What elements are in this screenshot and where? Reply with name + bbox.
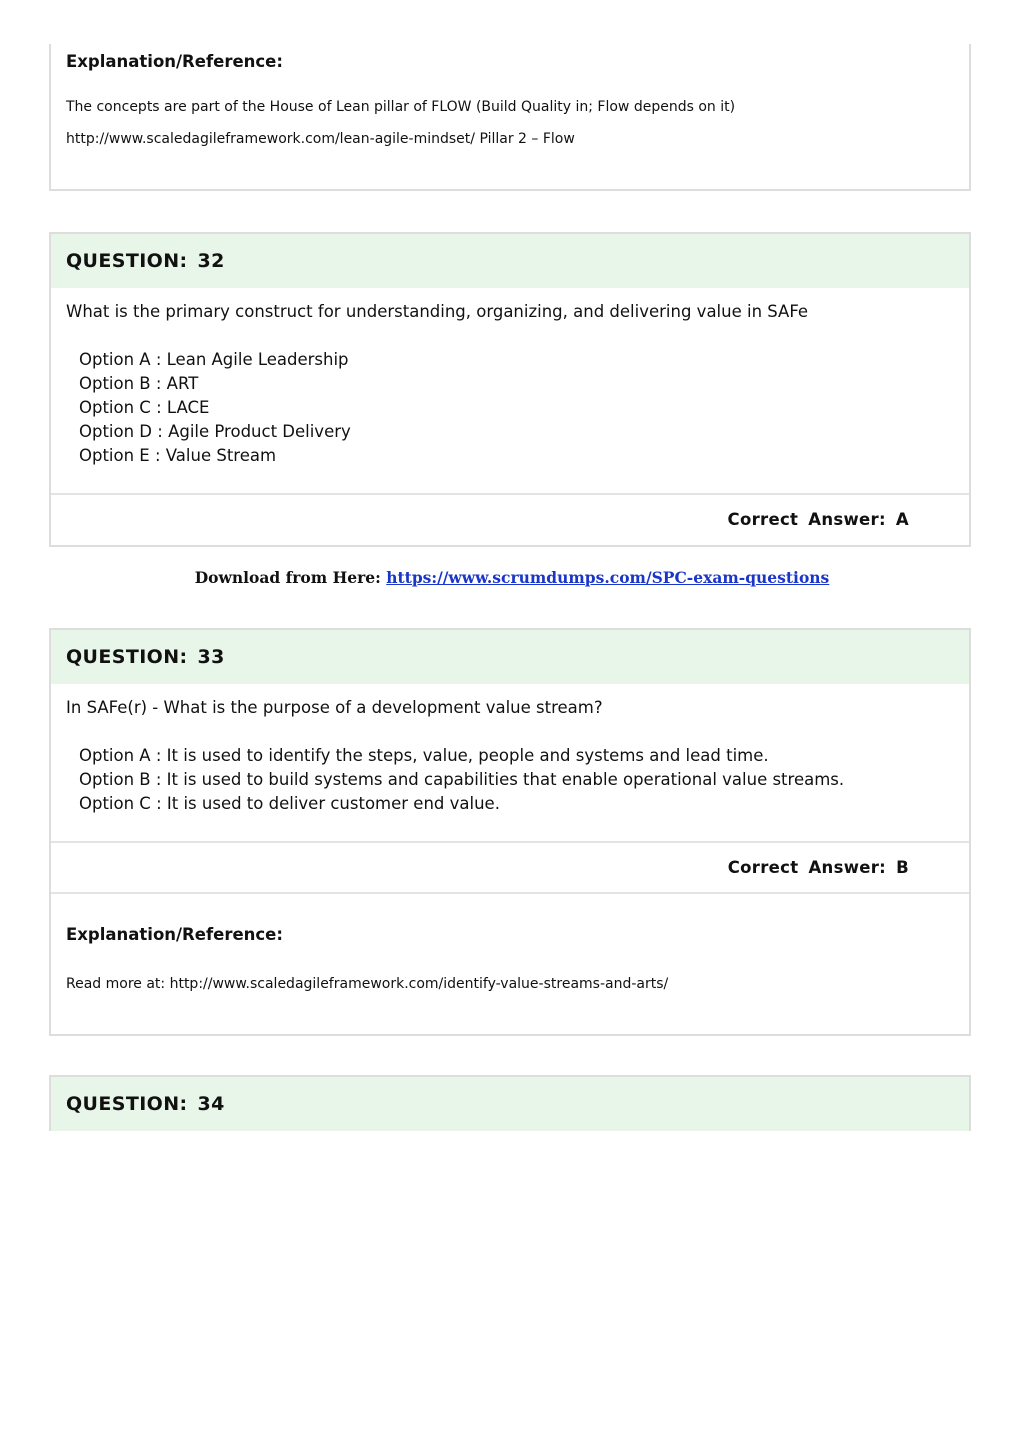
option-item: Option B : ART bbox=[79, 374, 199, 393]
question-body bbox=[51, 288, 969, 493]
option-item: Option C : It is used to deliver customer end value. bbox=[79, 794, 500, 813]
option-item: Option A : Lean Agile Leadership bbox=[79, 350, 349, 369]
option-item: Option E : Value Stream bbox=[79, 446, 277, 465]
explanation-line: http://www.scaledagileframework.com/lean-agile-mindset/ Pillar 2 – Flow bbox=[66, 131, 575, 147]
question-body bbox=[51, 684, 969, 841]
download-link[interactable]: https://www.scrumdumps.com/SPC-exam-questions bbox=[386, 568, 830, 587]
option-item: Option D : Agile Product Delivery bbox=[79, 422, 351, 441]
explanation-line: The concepts are part of the House of Lean pillar of FLOW (Build Quality in; Flow depends on it) bbox=[66, 99, 736, 115]
question-card-32 bbox=[49, 232, 971, 547]
question-text: In SAFe(r) - What is the purpose of a development value stream? bbox=[66, 698, 603, 717]
question-heading: QUESTION: 33 bbox=[51, 630, 969, 684]
question-card-34 bbox=[49, 1075, 971, 1131]
explanation-title: Explanation/Reference: bbox=[66, 52, 283, 71]
question-heading: QUESTION: 32 bbox=[51, 234, 969, 288]
download-line bbox=[0, 568, 1024, 587]
question-card-33 bbox=[49, 628, 971, 1036]
option-item: Option C : LACE bbox=[79, 398, 210, 417]
correct-answer: Correct Answer: B bbox=[51, 841, 969, 892]
options-list bbox=[79, 348, 954, 468]
explanation-section bbox=[51, 892, 969, 994]
explanation-line: Read more at: http://www.scaledagileframework.com/identify-value-streams-and-arts/ bbox=[66, 976, 669, 992]
download-label: Download from Here: bbox=[194, 568, 381, 587]
explanation-title: Explanation/Reference: bbox=[66, 925, 283, 944]
option-item: Option B : It is used to build systems and capabilities that enable operational value streams. bbox=[79, 770, 845, 789]
option-item: Option A : It is used to identify the steps, value, people and systems and lead time. bbox=[79, 746, 769, 765]
prev-explanation-box bbox=[49, 44, 971, 191]
question-heading: QUESTION: 34 bbox=[51, 1077, 969, 1131]
options-list bbox=[79, 744, 954, 816]
question-text: What is the primary construct for understanding, organizing, and delivering value in SAFe bbox=[66, 302, 809, 321]
correct-answer: Correct Answer: A bbox=[51, 493, 969, 544]
